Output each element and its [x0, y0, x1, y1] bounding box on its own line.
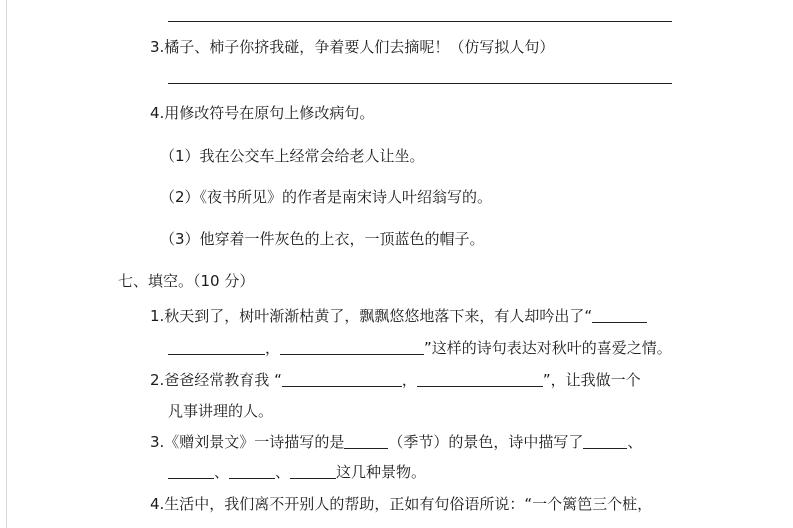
- answer-line[interactable]: [168, 21, 672, 22]
- separator-text: ，: [265, 339, 281, 357]
- fill-question-2: [150, 370, 641, 390]
- question-4-title-text: 4.用修改符号在原句上修改病句。: [150, 104, 375, 122]
- sentence-text: （3）他穿着一件灰色的上衣，一顶蓝色的帽子。: [160, 230, 485, 248]
- fill-question-1-cont: [168, 338, 672, 358]
- blank[interactable]: [583, 433, 627, 449]
- question-4-title: [150, 103, 374, 123]
- question-text: 凡事讲理的人。: [168, 402, 274, 420]
- question-text: 4.生活中，我们离不开别人的帮助，正如有句俗语所说：“一个篱笆三个桩，: [150, 495, 653, 513]
- fill-question-3: [150, 432, 642, 452]
- fill-question-1: [150, 306, 647, 326]
- blank[interactable]: [592, 307, 647, 323]
- blank[interactable]: [290, 463, 336, 479]
- question-text: ”这样的诗句表达对秋叶的喜爱之情。: [424, 339, 672, 357]
- section-7-heading: [118, 271, 254, 291]
- separator-text: 、: [214, 463, 230, 481]
- answer-line[interactable]: [168, 83, 672, 84]
- separator-text: 、: [627, 433, 643, 451]
- question-text: 这几种景物。: [336, 463, 427, 481]
- blank[interactable]: [229, 463, 275, 479]
- question-4-item: [160, 229, 485, 249]
- separator-text: ，: [401, 371, 417, 389]
- blank[interactable]: [344, 433, 388, 449]
- blank[interactable]: [282, 371, 402, 387]
- blank[interactable]: [280, 339, 424, 355]
- question-4-item: [160, 146, 425, 166]
- question-4-item: [160, 187, 492, 207]
- question-text: 3.《赠刘景文》一诗描写的是: [150, 433, 345, 451]
- fill-question-3-cont: [168, 462, 426, 482]
- question-3: [150, 37, 554, 57]
- fill-question-4: [150, 494, 652, 514]
- question-text: 2.爸爸经常教育我 “: [150, 371, 282, 389]
- question-text: （季节）的景色，诗中描写了: [388, 433, 584, 451]
- blank[interactable]: [168, 339, 265, 355]
- sentence-text: （1）我在公交车上经常会给老人让坐。: [160, 147, 425, 165]
- separator-text: 、: [275, 463, 291, 481]
- blank[interactable]: [417, 371, 543, 387]
- blank[interactable]: [168, 463, 214, 479]
- page-margin-rule: [6, 0, 7, 528]
- question-3-text: 3.橘子、柿子你挤我碰，争着要人们去摘呢！（仿写拟人句）: [150, 38, 555, 56]
- sentence-text: （2）《夜书所见》的作者是南宋诗人叶绍翁写的。: [160, 188, 493, 206]
- question-text: ”，让我做一个: [542, 371, 641, 389]
- question-text: 1.秋天到了，树叶渐渐枯黄了，飘飘悠悠地落下来，有人却吟出了“: [150, 307, 593, 325]
- fill-question-2-cont: [168, 401, 273, 421]
- section-7-heading-text: 七、填空。（10 分）: [118, 272, 255, 290]
